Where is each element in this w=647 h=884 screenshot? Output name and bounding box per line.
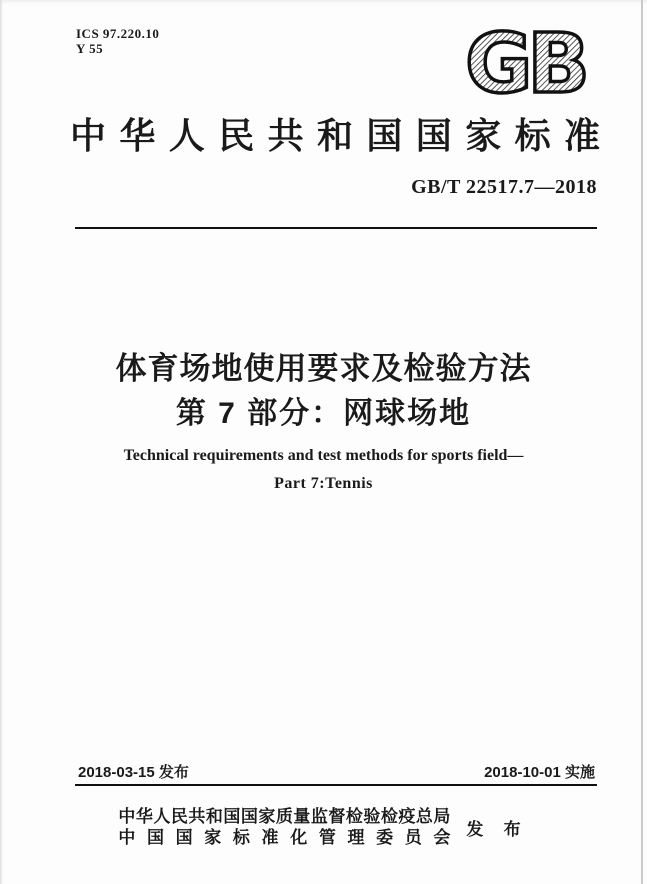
scan-edge-right: [641, 0, 643, 884]
ics-code: ICS 97.220.10: [76, 26, 160, 41]
header-rule: [75, 227, 597, 229]
scan-edge-left: [0, 0, 3, 884]
gb-logo-text: GB: [465, 20, 585, 106]
gb-logo: [431, 20, 619, 106]
publish-label: 发 布: [466, 819, 529, 839]
doc-class-code: Y 55: [76, 41, 104, 56]
footer-rule: [75, 784, 597, 786]
national-standard-heading: 中华人民共和国国家标准: [70, 116, 600, 156]
publisher-line1: 中华人民共和国国家质量监督检验检疫总局: [118, 807, 451, 826]
publisher-names: [118, 806, 450, 848]
classification-codes: [76, 26, 159, 56]
date-row: [78, 761, 595, 782]
publisher-block: [0, 806, 647, 848]
publisher-line2: 中国国家标准化管理委员会: [118, 828, 451, 847]
title-english-line2: Part 7:Tennis: [274, 475, 373, 492]
issue-date: 2018-03-15 发布: [78, 764, 189, 781]
title-english-line1: Technical requirements and test methods for sports field—: [123, 447, 524, 464]
standard-number: GB/T 22517.7—2018: [411, 176, 597, 198]
implement-date: 2018-10-01 实施: [484, 764, 595, 781]
title-chinese-line1: 体育场地使用要求及检验方法: [115, 351, 532, 386]
title-chinese-line2: 第 7 部分：网球场地: [175, 397, 472, 430]
scan-edge-top: [0, 0, 647, 4]
